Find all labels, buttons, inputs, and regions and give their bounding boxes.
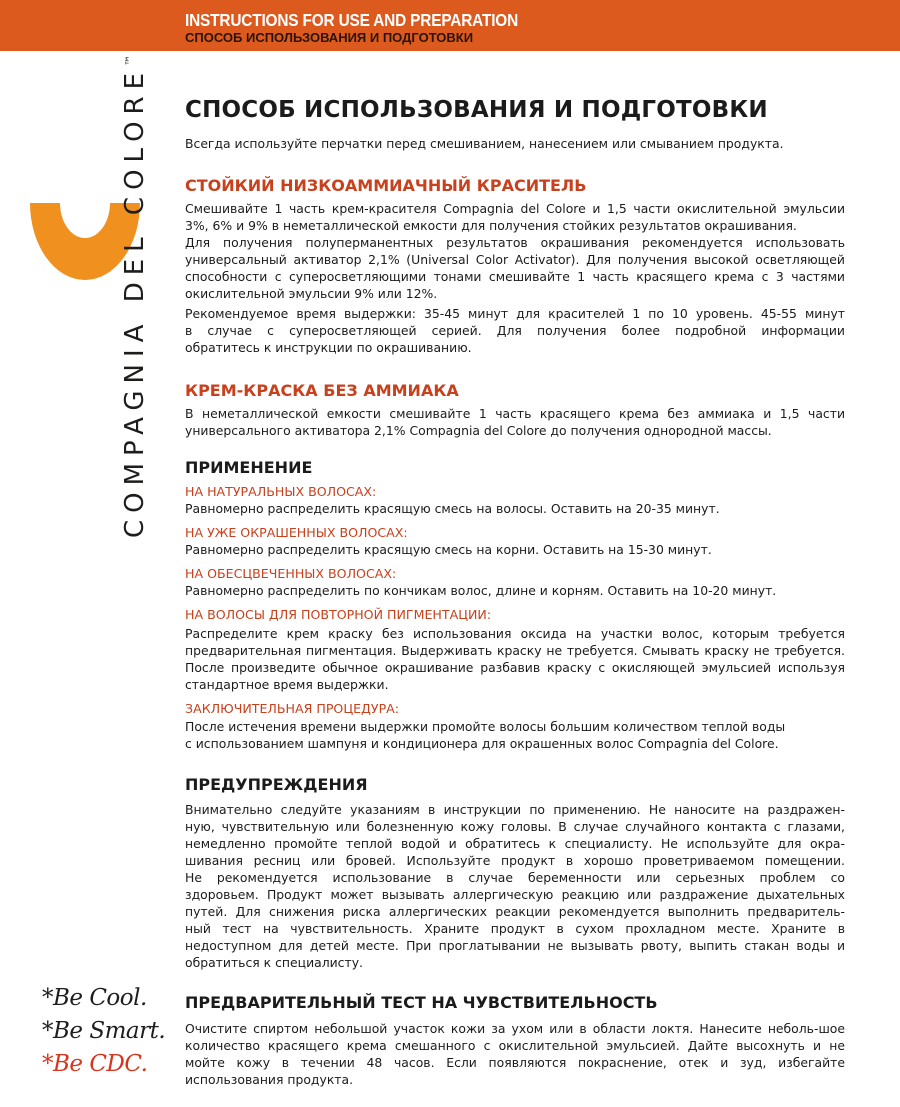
application-label-prepigmentation: НА ВОЛОСЫ ДЛЯ ПОВТОРНОЙ ПИГМЕНТАЦИИ: <box>185 607 492 622</box>
application-text-natural: Равномерно распределить красящую смесь на волосы. Оставить на 20-35 минут. <box>185 501 720 516</box>
slogan-be-smart: *Be Smart. <box>42 1018 166 1044</box>
application-label-natural: НА НАТУРАЛЬНЫХ ВОЛОСАХ: <box>185 484 377 499</box>
section-body-exposure-time: Рекомендуемое время выдержки: 35-45 минут для красителей 1 по 10 уровень. 45-55 минут в случае с суперосветляющей серией. Для получения более подробной информации обратитесь к инструкции по окрашиванию. <box>185 306 845 355</box>
application-label-bleached: НА ОБЕСЦВЕЧЕННЫХ ВОЛОСАХ: <box>185 566 397 581</box>
application-label-colored: НА УЖЕ ОКРАШЕННЫХ ВОЛОСАХ: <box>185 525 408 540</box>
slogan-be-cool: *Be Cool. <box>42 985 147 1011</box>
header-title: INSTRUCTIONS FOR USE AND PREPARATION <box>185 10 519 30</box>
application-label-final: ЗАКЛЮЧИТЕЛЬНАЯ ПРОЦЕДУРА: <box>185 701 400 716</box>
section-heading-ammonia-free: КРЕМ-КРАСКА БЕЗ АММИАКА <box>185 381 459 400</box>
brand-logo <box>30 54 150 555</box>
application-text-prepigmentation: Распределите крем краску без использования оксида на участки волос, которым требуется предварительная пигментация. Выдерживать краску не требуется. Смывать краску не требуется. После произведите обычное окрашивание разбавив краску с окисляющей эмульсией используя стандартное время выдержки. <box>185 626 845 692</box>
application-text-final: После истечения времени выдержки промойте волосы большим количеством теплой воды с использованием шампуня и кондиционера для окрашенных волос Compagnia del Colore. <box>185 719 786 751</box>
application-text-bleached: Равномерно распределить по кончикам волос, длине и корням. Оставить на 10-20 минут. <box>185 583 777 598</box>
section-body-warnings: Внимательно следуйте указаниям в инструкции по применению. Не наносите на раздражен- ную, чувствительную или болезненную кожу головы. В случае случайного контакта с глазами, немедленно промойте теплой водой и обратитесь к специалисту. Не используйте для окра- шивания ресниц или бровей. Используйте продукт в хорошо проветриваемом помещении. Не рекомендуется использование в случае беременности или серьезных проблем со здоровьем. Продукт может вызывать аллергическую реакцию или раздражение дыхательных путей. Для снижения риска аллергических реакции рекомендуется выполнить предваритель- ный тест на чувствительность. Храните продукт в сухом прохладном месте. Храните в недоступном для детей месте. При проглатывании не вызывать рвоту, выпить стакан воды и обратиться к специалисту. <box>185 802 845 970</box>
section-heading-low-ammonia: СТОЙКИЙ НИЗКОАММИАЧНЫЙ КРАСИТЕЛЬ <box>185 176 587 195</box>
section-heading-warnings: ПРЕДУПРЕЖДЕНИЯ <box>185 775 368 794</box>
application-text-colored: Равномерно распределить красящую смесь на корни. Оставить на 15-30 минут. <box>185 542 712 557</box>
section-heading-application: ПРИМЕНЕНИЕ <box>185 458 313 477</box>
page-title: СПОСОБ ИСПОЛЬЗОВАНИЯ И ПОДГОТОВКИ <box>185 97 768 123</box>
header-bar <box>0 0 900 51</box>
header-subtitle: СПОСОБ ИСПОЛЬЗОВАНИЯ И ПОДГОТОВКИ <box>185 30 474 45</box>
logo-wordmark: COMPAGNIA DEL COLORE™ <box>120 54 150 538</box>
section-heading-sensitivity-test: ПРЕДВАРИТЕЛЬНЫЙ ТЕСТ НА ЧУВСТВИТЕЛЬНОСТЬ <box>185 993 658 1012</box>
section-body-ammonia-free: В неметаллической емкости смешивайте 1 часть красящего крема без аммиака и 1,5 части универсального активатора 2,1% Compagnia del Colore до получения однородной массы. <box>185 406 845 438</box>
section-body-sensitivity-test: Очистите спиртом небольшой участок кожи за ухом или в области локтя. Нанесите неболь-шое количество красящего крема смешанного с окислительной эмульсией. Дайте высохнуть и не мойте кожу в течении 48 часов. Если появляются покраснение, отек и зуд, избегайте использования продукта. <box>185 1021 845 1087</box>
intro-text: Всегда используйте перчатки перед смешиванием, нанесением или смыванием продукта. <box>185 136 784 151</box>
slogan-be-cdc: *Be CDC. <box>42 1051 148 1077</box>
section-body-low-ammonia: Смешивайте 1 часть крем-красителя Compagnia del Colore и 1,5 части окислительной эмульсии 3%, 6% и 9% в неметаллической емкости для получения стойких результатов окрашивания. Для получения полуперманентных результатов окрашивания рекомендуется использовать универсальный активатор 2,1% (Universal Color Activator). Для получения высокой осветляющей способности с суперосветляющими тонами смешивайте 1 часть красящего крема с 3 частями окислительной эмульсии 9% или 12%. <box>185 201 845 301</box>
